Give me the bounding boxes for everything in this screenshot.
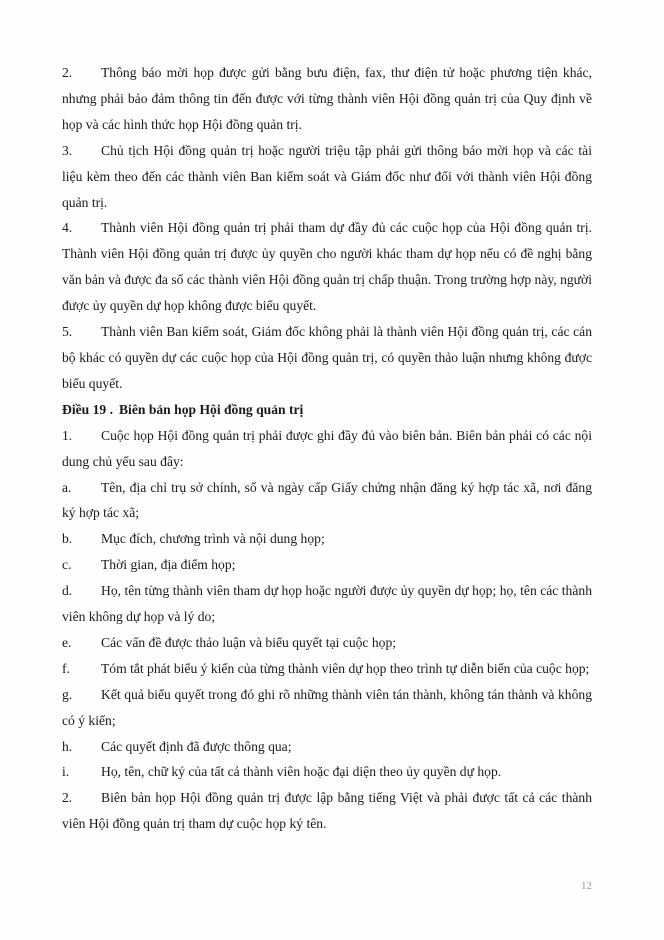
- article-label: Điều 19 .: [62, 401, 113, 417]
- paragraph: [62, 526, 592, 552]
- paragraph-text: Tên, địa chỉ trụ sở chính, số và ngày cấp Giấy chứng nhận đăng ký hợp tác xã, nơi đăng ký hợp tác xã;: [62, 479, 592, 521]
- paragraph-text: Chủ tịch Hội đồng quản trị hoặc người triệu tập phải gửi thông báo mời họp và các tài liệu kèm theo đến các thành viên Ban kiểm soát và Giám đốc như đối với thành viên Hội đồng quản trị.: [62, 142, 592, 210]
- paragraph: [62, 319, 592, 397]
- paragraph-number: 3.: [62, 142, 73, 158]
- paragraph: [62, 578, 592, 630]
- paragraph-number: 4.: [62, 220, 73, 236]
- paragraph-text: Các quyết định đã được thông qua;: [101, 738, 292, 754]
- paragraph-text: Thành viên Ban kiểm soát, Giám đốc không phải là thành viên Hội đồng quản trị, các cán bộ khác có quyền dự các cuộc họp của Hội đồng quản trị, có quyền thảo luận nhưng không được biểu quyết.: [62, 324, 592, 391]
- paragraph-text: Cuộc họp Hội đồng quản trị phải được ghi đầy đủ vào biên bản. Biên bản phải có các nội dung chủ yếu sau đây:: [62, 427, 592, 469]
- paragraph-number: g.: [62, 686, 73, 702]
- paragraph-text: Tóm tắt phát biểu ý kiến của từng thành viên dự họp theo trình tự diễn biến của cuộc họp;: [101, 660, 590, 676]
- paragraph-text: Thời gian, địa điểm họp;: [101, 557, 236, 573]
- paragraph-text: Các vấn đề được thảo luận và biểu quyết tại cuộc họp;: [101, 634, 397, 650]
- paragraph: [62, 423, 592, 475]
- paragraph: [62, 785, 592, 837]
- paragraph-number: b.: [62, 531, 73, 547]
- article-title: Biên bản họp Hội đồng quản trị: [118, 401, 304, 417]
- paragraph: [62, 60, 592, 138]
- paragraphs-after: [62, 423, 592, 838]
- document-body: [62, 60, 592, 837]
- paragraph-text: Họ, tên, chữ ký của tất cả thành viên hoặc đại diện theo ủy quyền dự họp.: [101, 764, 502, 780]
- paragraph-number: 1.: [62, 427, 73, 443]
- paragraph: [62, 138, 592, 216]
- article-heading: [62, 397, 592, 423]
- paragraph-number: d.: [62, 583, 73, 599]
- page-number: 12: [581, 880, 592, 892]
- paragraph-number: i.: [62, 764, 70, 780]
- paragraph: [62, 656, 592, 682]
- paragraph: [62, 475, 592, 527]
- paragraph-number: e.: [62, 634, 72, 650]
- paragraph: [62, 630, 592, 656]
- paragraph-number: f.: [62, 660, 70, 676]
- paragraph-text: Biên bản họp Hội đồng quản trị được lập bằng tiếng Việt và phải được tất cả các thành viên Hội đồng quản trị tham dự cuộc họp ký tên.: [62, 790, 592, 832]
- paragraph-text: Thông báo mời họp được gửi bằng bưu điện, fax, thư điện tử hoặc phương tiện khác, nhưng phải bảo đảm thông tin đến được với từng thành viên Hội đồng quản trị của Quy định về họp và các hình thức họp Hội đồng quản trị.: [62, 65, 592, 132]
- paragraphs-before: [62, 60, 592, 397]
- paragraph-text: Thành viên Hội đồng quản trị phải tham dự đầy đủ các cuộc họp của Hội đồng quản trị. Thành viên Hội đồng quản trị được ủy quyền cho người khác tham dự họp nếu có đề nghị bằng văn bản và được đa số các thành viên Hội đồng quản trị chấp thuận. Trong trường hợp này, người được ủy quyền dự họp không được biểu quyết.: [62, 220, 592, 314]
- paragraph-number: h.: [62, 738, 73, 754]
- paragraph-number: 2.: [62, 790, 73, 806]
- paragraph-text: Kết quả biểu quyết trong đó ghi rõ những thành viên tán thành, không tán thành và không có ý kiến;: [62, 686, 592, 728]
- paragraph: [62, 682, 592, 734]
- paragraph-text: Họ, tên từng thành viên tham dự họp hoặc người được ủy quyền dự họp; họ, tên các thành viên không dự họp và lý do;: [62, 583, 592, 625]
- paragraph-number: a.: [62, 479, 72, 495]
- paragraph: [62, 759, 592, 785]
- paragraph-number: 2.: [62, 65, 73, 80]
- paragraph: [62, 734, 592, 760]
- paragraph: [62, 552, 592, 578]
- paragraph-number: 5.: [62, 324, 73, 340]
- paragraph-number: c.: [62, 557, 72, 573]
- paragraph-text: Mục đích, chương trình và nội dung họp;: [101, 531, 325, 547]
- paragraph: [62, 215, 592, 319]
